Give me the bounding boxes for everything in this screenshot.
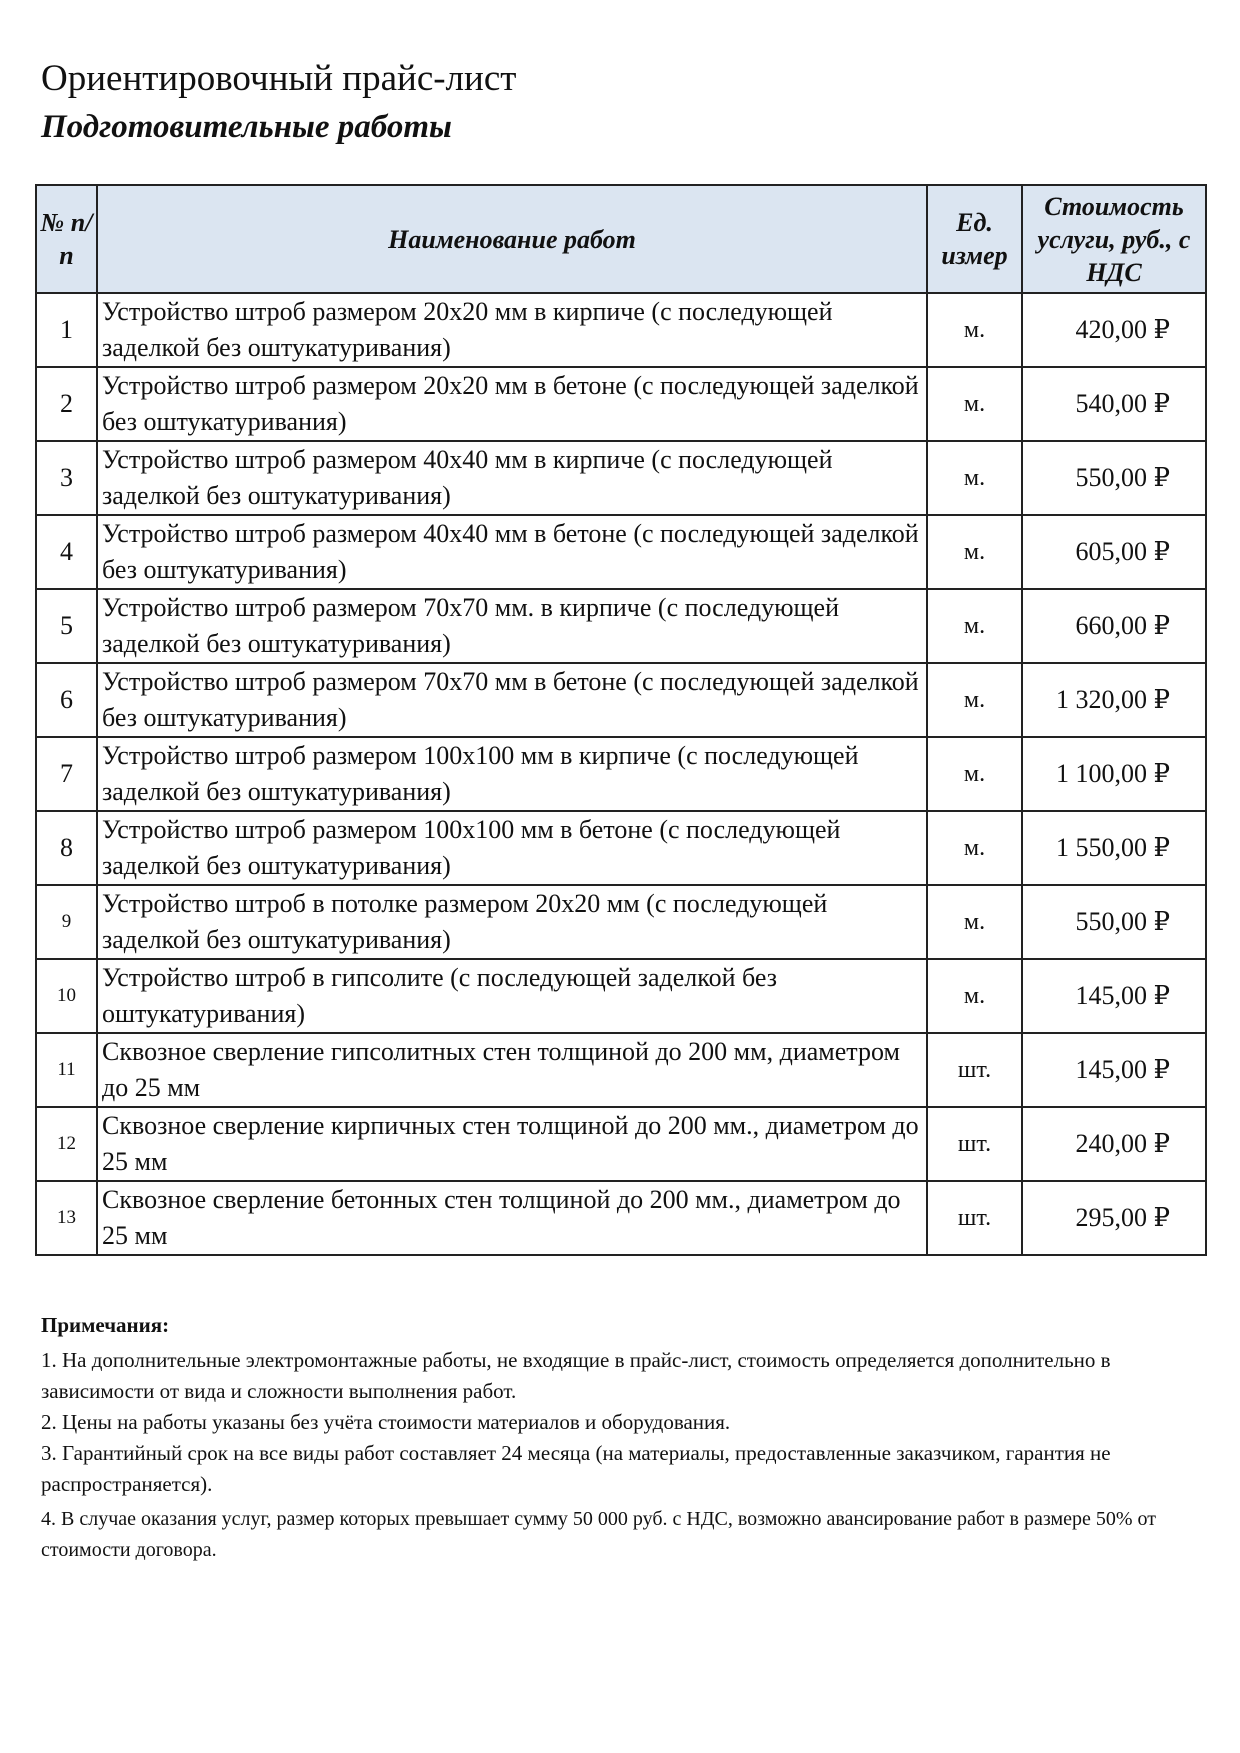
note-item: 3. Гарантийный срок на все виды работ составляет 24 месяца (на материалы, предоставленные заказчиком, гарантия не распространяется).	[41, 1441, 1111, 1496]
row-number: 5	[36, 589, 97, 663]
page-subtitle: Подготовительные работы	[41, 109, 452, 145]
row-price: 660,00 ₽	[1022, 589, 1206, 663]
row-work-name: Сквозное сверление гипсолитных стен толщиной до 200 мм, диаметром до 25 мм	[97, 1033, 927, 1107]
row-number: 2	[36, 367, 97, 441]
row-unit: м.	[927, 885, 1022, 959]
row-work-name: Устройство штроб размером 100х100 мм в кирпиче (с последующей заделкой без оштукатуривания)	[97, 737, 927, 811]
row-price: 240,00 ₽	[1022, 1107, 1206, 1181]
row-price: 420,00 ₽	[1022, 293, 1206, 367]
row-unit: шт.	[927, 1107, 1022, 1181]
note-item: 2. Цены на работы указаны без учёта стоимости материалов и оборудования.	[41, 1410, 731, 1434]
row-unit: шт.	[927, 1181, 1022, 1255]
note-item: 1. На дополнительные электромонтажные работы, не входящие в прайс-лист, стоимость определяется дополнительно в зависимости от вида и сложности выполнения работ.	[41, 1348, 1111, 1403]
row-unit: м.	[927, 589, 1022, 663]
row-work-name: Устройство штроб размером 20х20 мм в бетоне (с последующей заделкой без оштукатуривания)	[97, 367, 927, 441]
row-work-name: Устройство штроб в потолке размером 20х20 мм (с последующей заделкой без оштукатуривания)	[97, 885, 927, 959]
row-price: 145,00 ₽	[1022, 959, 1206, 1033]
notes-section	[41, 1310, 1206, 1566]
row-work-name: Устройство штроб размером 100х100 мм в бетоне (с последующей заделкой без оштукатуривания)	[97, 811, 927, 885]
column-header-num	[36, 185, 97, 293]
table-row	[36, 811, 1206, 885]
row-work-name: Устройство штроб размером 20х20 мм в кирпиче (с последующей заделкой без оштукатуривания)	[97, 293, 927, 367]
row-number: 1	[36, 293, 97, 367]
column-header-name	[97, 185, 927, 293]
row-price: 605,00 ₽	[1022, 515, 1206, 589]
table-row	[36, 1181, 1206, 1255]
row-unit: м.	[927, 959, 1022, 1033]
row-work-name: Устройство штроб размером 70х70 мм. в кирпиче (с последующей заделкой без оштукатуривания)	[97, 589, 927, 663]
column-header-unit	[927, 185, 1022, 293]
row-price: 145,00 ₽	[1022, 1033, 1206, 1107]
row-work-name: Устройство штроб в гипсолите (с последующей заделкой без оштукатуривания)	[97, 959, 927, 1033]
table-row	[36, 293, 1206, 367]
table-row	[36, 589, 1206, 663]
row-work-name: Устройство штроб размером 70х70 мм в бетоне (с последующей заделкой без оштукатуривания)	[97, 663, 927, 737]
column-header-price	[1022, 185, 1206, 293]
column-header-price-label: Стоимость услуги, руб., с НДС	[1037, 191, 1191, 287]
row-unit: м.	[927, 441, 1022, 515]
column-header-name-label: Наименование работ	[388, 224, 636, 254]
row-work-name: Сквозное сверление бетонных стен толщиной до 200 мм., диаметром до 25 мм	[97, 1181, 927, 1255]
row-number: 3	[36, 441, 97, 515]
row-number: 10	[36, 959, 97, 1033]
table-row	[36, 885, 1206, 959]
price-table	[35, 184, 1207, 1256]
table-row	[36, 441, 1206, 515]
row-unit: м.	[927, 737, 1022, 811]
row-price: 550,00 ₽	[1022, 885, 1206, 959]
row-number: 6	[36, 663, 97, 737]
table-row	[36, 1033, 1206, 1107]
row-number: 4	[36, 515, 97, 589]
table-row	[36, 367, 1206, 441]
table-row	[36, 1107, 1206, 1181]
table-row	[36, 959, 1206, 1033]
notes-title: Примечания:	[41, 1313, 170, 1337]
row-unit: м.	[927, 293, 1022, 367]
row-price: 1 100,00 ₽	[1022, 737, 1206, 811]
row-unit: м.	[927, 367, 1022, 441]
table-header-row	[36, 185, 1206, 293]
column-header-num-label: № п/п	[40, 208, 93, 270]
row-work-name: Сквозное сверление кирпичных стен толщиной до 200 мм., диаметром до 25 мм	[97, 1107, 927, 1181]
row-number: 11	[36, 1033, 97, 1107]
row-unit: м.	[927, 811, 1022, 885]
table-row	[36, 737, 1206, 811]
row-number: 13	[36, 1181, 97, 1255]
row-number: 7	[36, 737, 97, 811]
row-unit: м.	[927, 515, 1022, 589]
row-number: 9	[36, 885, 97, 959]
table-row	[36, 515, 1206, 589]
row-unit: м.	[927, 663, 1022, 737]
page-title: Ориентировочный прайс-лист	[41, 58, 517, 99]
row-number: 8	[36, 811, 97, 885]
note-item: 4. В случае оказания услуг, размер которых превышает сумму 50 000 руб. с НДС, возможно авансирование работ в размере 50% от стоимости договора.	[41, 1508, 1157, 1561]
row-price: 550,00 ₽	[1022, 441, 1206, 515]
row-unit: шт.	[927, 1033, 1022, 1107]
row-price: 1 320,00 ₽	[1022, 663, 1206, 737]
row-price: 540,00 ₽	[1022, 367, 1206, 441]
row-price: 295,00 ₽	[1022, 1181, 1206, 1255]
row-work-name: Устройство штроб размером 40х40 мм в бетоне (с последующей заделкой без оштукатуривания)	[97, 515, 927, 589]
row-number: 12	[36, 1107, 97, 1181]
column-header-unit-label: Ед. измер	[941, 208, 1008, 270]
row-price: 1 550,00 ₽	[1022, 811, 1206, 885]
row-work-name: Устройство штроб размером 40х40 мм в кирпиче (с последующей заделкой без оштукатуривания)	[97, 441, 927, 515]
table-row	[36, 663, 1206, 737]
